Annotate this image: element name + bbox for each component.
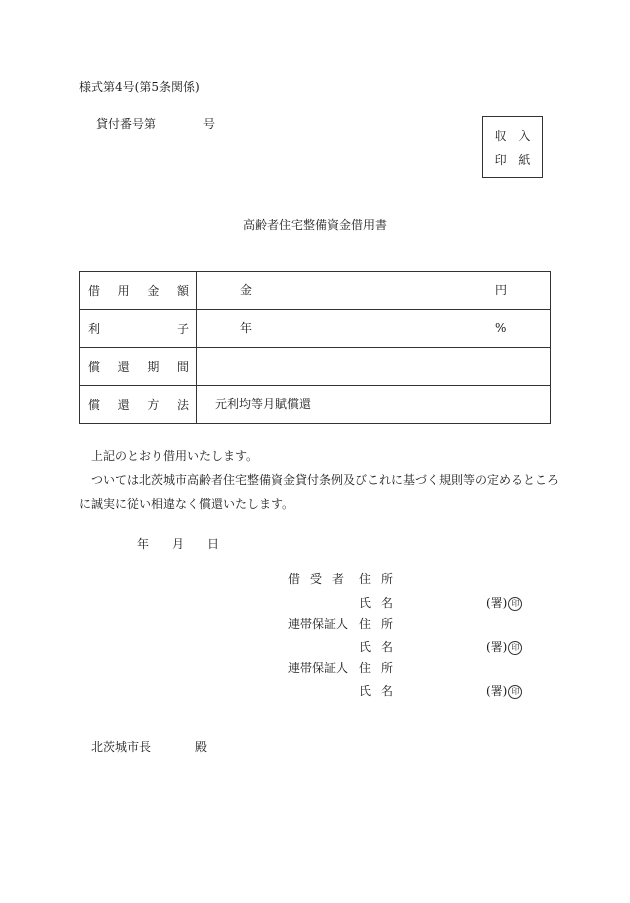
loan-number-prefix: 貸付番号第 bbox=[96, 117, 157, 131]
signature-mark: (署) 印 bbox=[486, 640, 522, 655]
name-label: 氏名 bbox=[359, 684, 404, 698]
label-char: 用 bbox=[117, 284, 130, 298]
stamp-char: 印 bbox=[494, 153, 507, 167]
label-char: 利 bbox=[88, 322, 101, 336]
loan-amount-cell[interactable] bbox=[197, 272, 551, 310]
loan-details-table bbox=[79, 271, 551, 424]
label-char: 間 bbox=[176, 360, 189, 374]
label-char: 法 bbox=[176, 398, 189, 412]
signatory-role: 借受者 bbox=[288, 572, 355, 586]
stamp-char: 入 bbox=[518, 129, 531, 143]
table-row bbox=[80, 348, 551, 386]
date-day: 日 bbox=[207, 537, 220, 551]
signature-mark: (署) 印 bbox=[486, 684, 522, 699]
label-char: 額 bbox=[176, 284, 189, 298]
amount-suffix: 円 bbox=[495, 283, 508, 297]
address-label: 住所 bbox=[359, 617, 404, 631]
signatory-role: 連帯保証人 bbox=[288, 661, 349, 675]
form-number: 様式第4号(第5条関係) bbox=[79, 80, 200, 94]
row-label-cell bbox=[80, 310, 197, 348]
row-label-cell bbox=[80, 272, 197, 310]
label-char: 子 bbox=[176, 322, 189, 336]
amount-prefix: 金 bbox=[240, 283, 253, 297]
date-year: 年 bbox=[137, 537, 150, 551]
repayment-method-cell bbox=[197, 386, 551, 424]
interest-suffix: % bbox=[495, 321, 507, 335]
interest-cell[interactable] bbox=[197, 310, 551, 348]
stamp-char: 収 bbox=[494, 129, 507, 143]
body-line-1: 上記のとおり借用いたします。 bbox=[91, 449, 259, 463]
label-char: 期 bbox=[147, 360, 160, 374]
label-char: 金 bbox=[147, 284, 160, 298]
name-label: 氏名 bbox=[359, 596, 404, 610]
repayment-period-cell[interactable] bbox=[197, 348, 551, 386]
label-char: 借 bbox=[88, 284, 101, 298]
signature-mark: (署) 印 bbox=[486, 596, 522, 611]
addressee-honorific: 殿 bbox=[195, 740, 208, 754]
name-label: 氏名 bbox=[359, 640, 404, 654]
loan-number-suffix: 号 bbox=[203, 117, 216, 131]
label-char: 還 bbox=[117, 360, 130, 374]
stamp-char: 紙 bbox=[518, 153, 531, 167]
table-row bbox=[80, 386, 551, 424]
revenue-stamp-box bbox=[482, 116, 543, 178]
signatory-role: 連帯保証人 bbox=[288, 617, 349, 631]
addressee-name: 北茨城市長 bbox=[91, 740, 152, 754]
label-char: 方 bbox=[147, 398, 160, 412]
body-line-2: ついては北茨城市高齢者住宅整備資金貸付条例及びこれに基づく規則等の定めるところ bbox=[91, 473, 560, 487]
row-label-cell bbox=[80, 348, 197, 386]
seal-icon: 印 bbox=[508, 641, 522, 655]
table-row bbox=[80, 310, 551, 348]
address-label: 住所 bbox=[359, 661, 404, 675]
repayment-method-value: 元利均等月賦償還 bbox=[215, 397, 312, 411]
table-row bbox=[80, 272, 551, 310]
label-char: 償 bbox=[88, 360, 101, 374]
label-char: 償 bbox=[88, 398, 101, 412]
label-char: 還 bbox=[117, 398, 130, 412]
seal-icon: 印 bbox=[508, 685, 522, 699]
seal-icon: 印 bbox=[508, 597, 522, 611]
document-title: 高齢者住宅整備資金借用書 bbox=[242, 218, 387, 232]
address-label: 住所 bbox=[359, 572, 404, 586]
row-label-cell bbox=[80, 386, 197, 424]
interest-prefix: 年 bbox=[240, 321, 253, 335]
date-month: 月 bbox=[172, 537, 185, 551]
body-line-3: に誠実に従い相違なく償還いたします。 bbox=[79, 497, 295, 511]
